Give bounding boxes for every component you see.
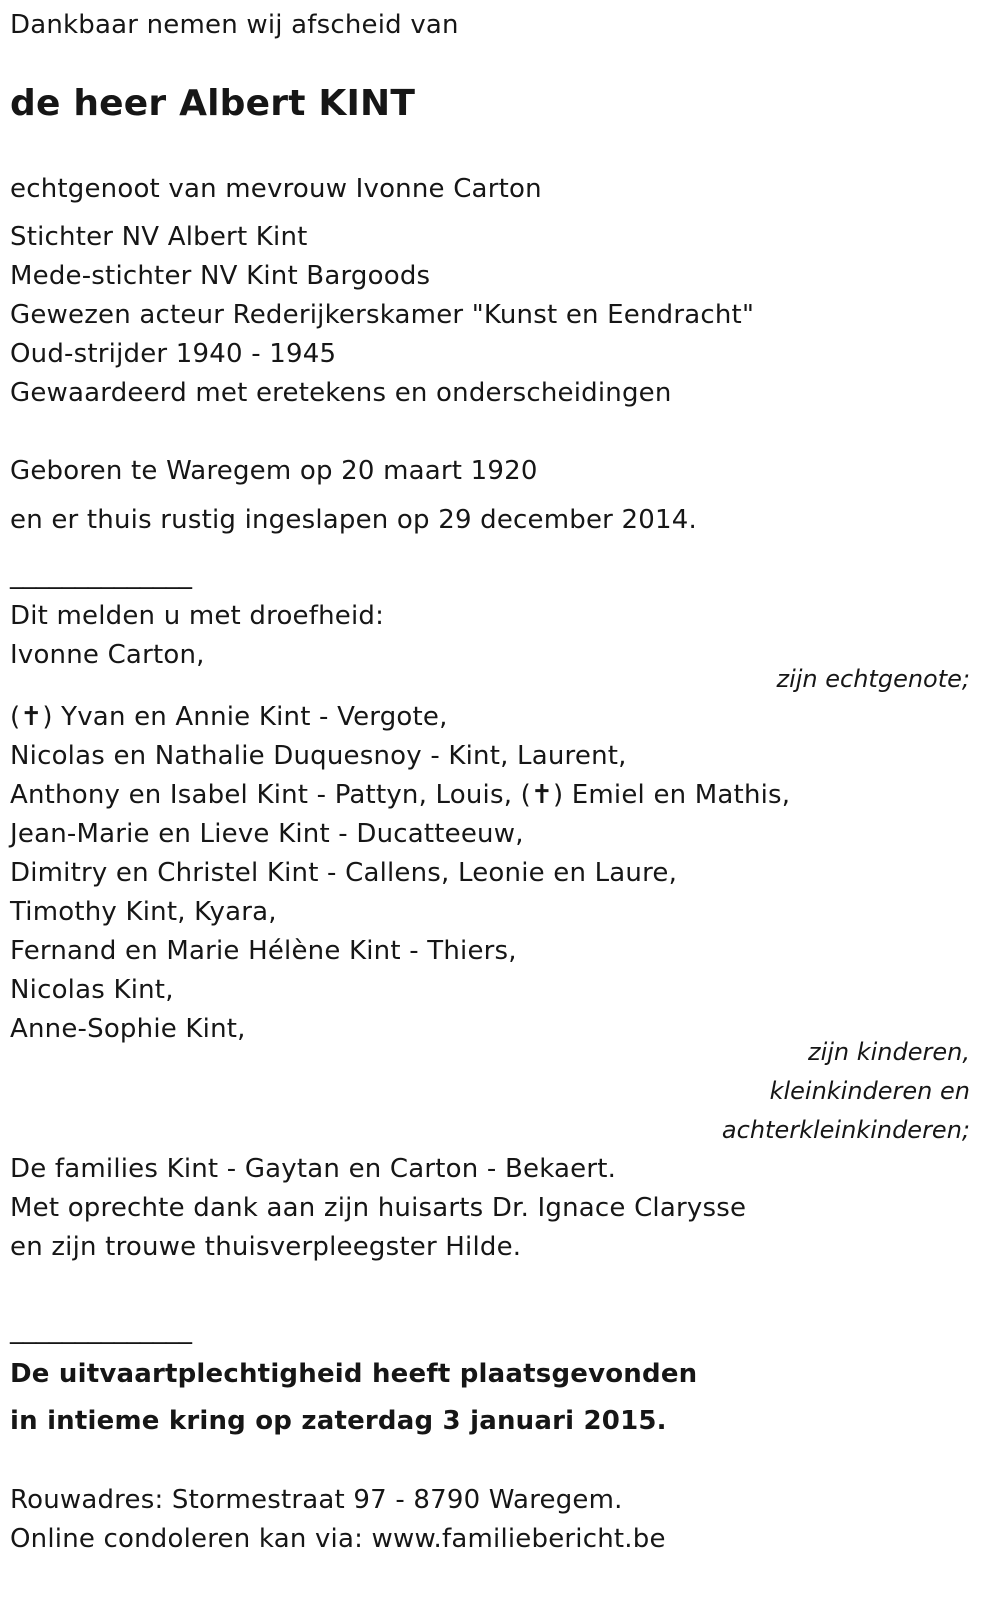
families-line: De families Kint - Gaytan en Carton - Bekaert. [10,1154,617,1184]
died-line: en er thuis rustig ingeslapen op 29 december 2014. [10,505,697,535]
intro-text: Dankbaar nemen wij afscheid van [10,10,459,40]
family-line: Anne-Sophie Kint, [10,1014,246,1044]
children-role: zijn kinderen, [807,1038,970,1066]
divider: ______________ [10,1315,192,1345]
announce-line: Dit melden u met droefheid: [10,601,385,631]
funeral-line: in intieme kring op zaterdag 3 januari 2015. [10,1406,667,1436]
divider: ______________ [10,560,192,590]
title-line: Gewezen acteur Rederijkerskamer "Kunst en Eendracht" [10,300,755,330]
spouse-line: echtgenoot van mevrouw Ivonne Carton [10,174,542,204]
family-line: Nicolas en Nathalie Duquesnoy - Kint, Laurent, [10,741,627,771]
address-line: Rouwadres: Stormestraat 97 - 8790 Waregem. [10,1485,623,1515]
family-line: Jean-Marie en Lieve Kint - Ducatteeuw, [10,819,524,849]
family-line: Timothy Kint, Kyara, [10,897,277,927]
thanks-line: Met oprechte dank aan zijn huisarts Dr. Ignace Clarysse [10,1193,747,1223]
deceased-name: de heer Albert KINT [10,83,416,124]
born-line: Geboren te Waregem op 20 maart 1920 [10,456,538,486]
title-line: Mede-stichter NV Kint Bargoods [10,261,431,291]
spouse-name: Ivonne Carton, [10,640,205,670]
spouse-role: zijn echtgenote; [776,665,970,693]
children-role: achterkleinkinderen; [721,1116,970,1144]
funeral-line: De uitvaartplechtigheid heeft plaatsgevonden [10,1359,698,1389]
title-line: Gewaardeerd met eretekens en onderscheidingen [10,378,672,408]
family-line: Anthony en Isabel Kint - Pattyn, Louis, (✝) Emiel en Mathis, [10,780,791,810]
family-line: Fernand en Marie Hélène Kint - Thiers, [10,936,517,966]
online-line: Online condoleren kan via: www.familiebericht.be [10,1524,666,1554]
family-line: (✝) Yvan en Annie Kint - Vergote, [10,702,448,732]
family-line: Dimitry en Christel Kint - Callens, Leonie en Laure, [10,858,678,888]
children-role: kleinkinderen en [769,1077,970,1105]
thanks-line: en zijn trouwe thuisverpleegster Hilde. [10,1232,522,1262]
title-line: Oud-strijder 1940 - 1945 [10,339,337,369]
family-line: Nicolas Kint, [10,975,174,1005]
title-line: Stichter NV Albert Kint [10,222,308,252]
